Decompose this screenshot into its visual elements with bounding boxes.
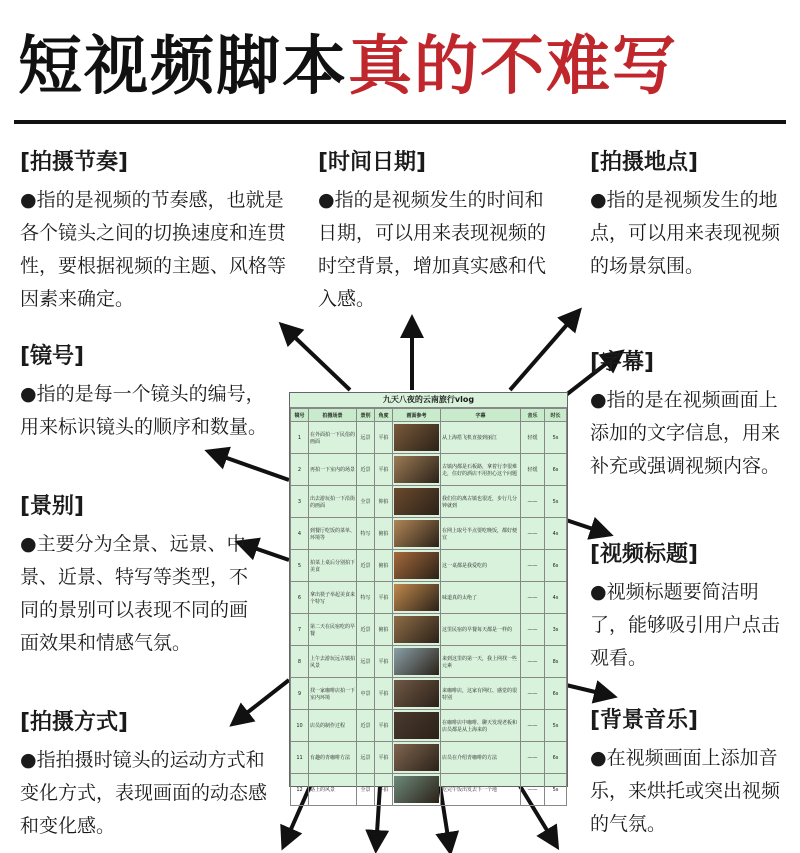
arrow-shot-no [210, 452, 289, 480]
table-cell-dur: 4s [545, 518, 567, 550]
table-cell-scene: 拿出筷子举起美食来个特写 [309, 582, 357, 614]
table-row [291, 422, 567, 454]
table-cell-subtitle: 这里民宿的早餐每天都是一样的 [441, 614, 521, 646]
table-cell-music: —— [521, 678, 545, 710]
table-row [291, 742, 567, 774]
reference-photo [394, 520, 439, 547]
table-header-cell: 时长 [545, 409, 567, 422]
script-table [289, 392, 568, 793]
table-cell-shot: 全景 [357, 774, 375, 806]
table-cell-scene: 店员的制作过程 [309, 710, 357, 742]
table-cell-angle: 俯拍 [375, 518, 393, 550]
block-heading: [镜号] [20, 344, 85, 369]
table-cell-angle: 平拍 [375, 454, 393, 486]
reference-photo [394, 552, 439, 579]
table-row [291, 614, 567, 646]
table-header-cell: 音乐 [521, 409, 545, 422]
table-cell-subtitle: 这一桌都是我爱吃的 [441, 550, 521, 582]
table-cell-dur: 6s [545, 678, 567, 710]
block-heading: [字幕] [590, 350, 655, 375]
script-table-grid [290, 408, 567, 806]
table-cell-music: —— [521, 742, 545, 774]
block-shot-scale [20, 492, 258, 660]
block-body: ●指的是视频发生的地点，可以用来表现视频的场景氛围。 [590, 189, 781, 277]
table-title: 九天八夜的云南旅行vlog [290, 393, 567, 408]
block-heading: [视频标题] [590, 542, 699, 567]
table-cell-shot: 远景 [357, 742, 375, 774]
table-cell-no: 12 [291, 774, 309, 806]
table-header-cell: 角度 [375, 409, 393, 422]
table-cell-subtitle: 吃完午饭出发去下一个地 [441, 774, 521, 806]
block-subtitle [590, 348, 780, 483]
table-cell-angle: 平拍 [375, 422, 393, 454]
reference-image-cell [393, 710, 441, 742]
table-row [291, 678, 567, 710]
arrow-rhythm [283, 326, 350, 390]
arrow-music [566, 685, 612, 696]
table-cell-shot: 远景 [357, 422, 375, 454]
table-cell-shot: 近景 [357, 614, 375, 646]
table-cell-scene: 上午去游玩远古镇拍风景 [309, 646, 357, 678]
table-cell-shot: 全景 [357, 486, 375, 518]
reference-photo [394, 744, 439, 771]
block-body: ●指的是每一个镜头的编号，用来标识镜头的顺序和数量。 [20, 383, 268, 438]
table-cell-subtitle: 在咖啡店中咖啡、聊天发现老板和店员都是从上海来的 [441, 710, 521, 742]
table-cell-music: —— [521, 774, 545, 806]
table-cell-subtitle: 来咖啡店，这家有网红、感觉的很特别 [441, 678, 521, 710]
reference-image-cell [393, 486, 441, 518]
table-cell-angle: 俯拍 [375, 614, 393, 646]
table-cell-shot: 近景 [357, 550, 375, 582]
arrow-location [510, 312, 578, 390]
reference-image-cell [393, 774, 441, 806]
table-cell-angle: 仰拍 [375, 486, 393, 518]
table-header-cell: 景别 [357, 409, 375, 422]
reference-photo [394, 456, 439, 483]
block-body: ●在视频画面上添加音乐，来烘托或突出视频的气氛。 [590, 747, 781, 835]
table-cell-no: 11 [291, 742, 309, 774]
table-cell-music: —— [521, 550, 545, 582]
block-body: ●主要分为全景、远景、中景、近景、特写等类型，不同的景别可以表现不同的画面效果和情感气氛。 [20, 533, 249, 654]
table-cell-shot: 特写 [357, 518, 375, 550]
block-heading: [背景音乐] [590, 708, 699, 733]
table-header-cell: 镜号 [291, 409, 309, 422]
reference-photo [394, 616, 439, 643]
block-heading: [拍摄方式] [20, 710, 129, 735]
block-bgm [590, 706, 780, 841]
block-rhythm [20, 148, 290, 316]
table-cell-dur: 4s [545, 582, 567, 614]
table-cell-scene: 在外面拍一下民俗的画面 [309, 422, 357, 454]
reference-photo [394, 712, 439, 739]
table-cell-music: —— [521, 518, 545, 550]
table-cell-dur: 3s [545, 614, 567, 646]
table-cell-music: —— [521, 614, 545, 646]
table-cell-dur: 5s [545, 422, 567, 454]
reference-photo [394, 648, 439, 675]
block-location [590, 148, 780, 283]
reference-image-cell [393, 582, 441, 614]
table-cell-scene: 路上的风景 [309, 774, 357, 806]
block-body: ●指的是在视频画面上添加的文字信息，用来补充或强调视频内容。 [590, 389, 781, 477]
table-row [291, 582, 567, 614]
table-row [291, 646, 567, 678]
table-cell-subtitle: 来到这里的第一天，我上网找一些元素 [441, 646, 521, 678]
table-header-cell: 画面参考 [393, 409, 441, 422]
reference-image-cell [393, 518, 441, 550]
table-cell-no: 10 [291, 710, 309, 742]
table-row [291, 710, 567, 742]
block-heading: [拍摄节奏] [20, 150, 129, 175]
table-cell-scene: 第二天在民宿吃的早餐 [309, 614, 357, 646]
table-cell-angle: 平拍 [375, 582, 393, 614]
table-cell-music: —— [521, 486, 545, 518]
table-cell-scene: 出去游玩拍一下沿街的画面 [309, 486, 357, 518]
table-cell-dur: 6s [545, 550, 567, 582]
table-header-cell: 字幕 [441, 409, 521, 422]
table-cell-no: 8 [291, 646, 309, 678]
block-heading: [景别] [20, 494, 85, 519]
table-cell-no: 5 [291, 550, 309, 582]
table-cell-no: 3 [291, 486, 309, 518]
table-cell-scene: 找一家咖啡店拍一下室内环境 [309, 678, 357, 710]
table-cell-scene: 到餐厅吃饭的菜单、环境等 [309, 518, 357, 550]
table-header-row [291, 409, 567, 422]
table-row [291, 518, 567, 550]
block-heading: [时间日期] [318, 150, 427, 175]
table-cell-dur: 8s [545, 646, 567, 678]
arrow-title [566, 520, 608, 534]
title-red-part: 真的不难写 [348, 30, 678, 104]
reference-photo [394, 488, 439, 515]
table-row [291, 454, 567, 486]
table-cell-dur: 5s [545, 486, 567, 518]
table-cell-scene: 再拍一下室内的场景 [309, 454, 357, 486]
block-body: ●指的是视频发生的时间和日期，可以用来表现视频的时空背景，增加真实感和代入感。 [318, 189, 547, 310]
table-cell-angle: 平拍 [375, 646, 393, 678]
table-cell-subtitle: 味道真的太绝了 [441, 582, 521, 614]
table-cell-angle: 俯拍 [375, 550, 393, 582]
table-row [291, 486, 567, 518]
table-cell-angle: 平拍 [375, 774, 393, 806]
title-black-part: 短视频脚本 [18, 30, 348, 104]
block-video-title [590, 540, 780, 675]
block-shot-number [20, 342, 278, 444]
table-cell-subtitle: 古镇内都是石板路，拿着行李很难走，住好的酒店不用担心这个问题 [441, 454, 521, 486]
table-cell-subtitle: 我们住的离古镇也很近，步行几分钟就到 [441, 486, 521, 518]
reference-image-cell [393, 454, 441, 486]
table-cell-no: 9 [291, 678, 309, 710]
table-cell-no: 4 [291, 518, 309, 550]
reference-photo [394, 776, 439, 803]
table-cell-no: 2 [291, 454, 309, 486]
table-row [291, 774, 567, 806]
block-shooting-method [20, 708, 278, 843]
reference-image-cell [393, 550, 441, 582]
reference-image-cell [393, 422, 441, 454]
table-cell-dur: 6s [545, 454, 567, 486]
block-body: ●视频标题要简洁明了，能够吸引用户点击观看。 [590, 581, 781, 669]
table-cell-angle: 平拍 [375, 710, 393, 742]
table-cell-shot: 近景 [357, 454, 375, 486]
reference-photo [394, 584, 439, 611]
table-cell-no: 6 [291, 582, 309, 614]
block-body: ●指拍摄时镜头的运动方式和变化方式，表现画面的动态感和变化感。 [20, 749, 268, 837]
table-cell-angle: 平拍 [375, 678, 393, 710]
block-body: ●指的是视频的节奏感，也就是各个镜头之间的切换速度和连贯性，要根据视频的主题、风格等因素来确定。 [20, 189, 287, 310]
table-cell-music: 轻缓 [521, 422, 545, 454]
table-row [291, 550, 567, 582]
reference-image-cell [393, 614, 441, 646]
table-cell-music: —— [521, 646, 545, 678]
block-date [318, 148, 562, 316]
table-cell-dur: 5s [545, 710, 567, 742]
table-cell-music: —— [521, 582, 545, 614]
table-cell-shot: 中景 [357, 678, 375, 710]
table-cell-no: 7 [291, 614, 309, 646]
table-cell-scene: 拍菜上桌后分别拍下美食 [309, 550, 357, 582]
reference-image-cell [393, 646, 441, 678]
table-cell-shot: 远景 [357, 646, 375, 678]
table-cell-angle: 平拍 [375, 742, 393, 774]
table-cell-shot: 近景 [357, 710, 375, 742]
table-cell-subtitle: 在网上取号半点要吃晚饭，都好便宜 [441, 518, 521, 550]
table-cell-scene: 有趣的青咖啡方法 [309, 742, 357, 774]
table-cell-music: —— [521, 710, 545, 742]
table-header-cell: 拍摄场景 [309, 409, 357, 422]
reference-image-cell [393, 742, 441, 774]
block-heading: [拍摄地点] [590, 150, 699, 175]
table-cell-dur: 6s [545, 742, 567, 774]
table-cell-subtitle: 店员在介绍青咖啡的方法 [441, 742, 521, 774]
table-cell-shot: 特写 [357, 582, 375, 614]
table-cell-no: 1 [291, 422, 309, 454]
reference-photo [394, 424, 439, 451]
table-cell-dur: 5s [545, 774, 567, 806]
table-cell-music: 轻缓 [521, 454, 545, 486]
table-cell-subtitle: 从上海搭飞机直接到丽江 [441, 422, 521, 454]
reference-photo [394, 680, 439, 707]
reference-image-cell [393, 678, 441, 710]
